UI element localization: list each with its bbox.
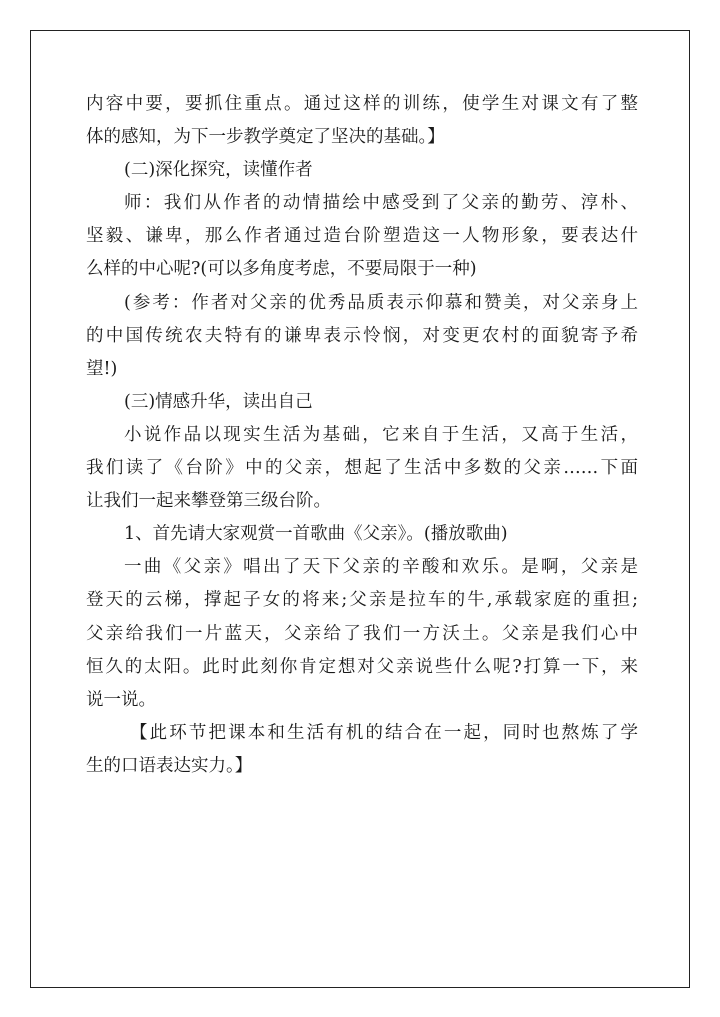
text-line: 坚毅、谦卑，那么作者通过造台阶塑造这一人物形象，要表达什: [86, 226, 638, 247]
section-heading: (三)情感升华，读出自己: [124, 391, 313, 412]
document-body: [86, 88, 638, 783]
text-line: 我们读了《台阶》中的父亲，想起了生活中多数的父亲……下面: [86, 458, 638, 479]
text-line: 的中国传统农夫特有的谦卑表示怜悯，对变更农村的面貌寄予希: [86, 325, 638, 346]
text-line: 一曲《父亲》唱出了天下父亲的辛酸和欢乐。是啊，父亲是: [124, 557, 638, 578]
text-line: 让我们一起来攀登第三级台阶。: [86, 491, 331, 512]
text-line: 登天的云梯，撑起子女的将来;父亲是拉车的牛,承载家庭的重担;: [86, 590, 638, 611]
text-line: 望!): [86, 358, 118, 379]
text-line: 体的感知，为下一步教学奠定了坚决的基础。】: [86, 127, 445, 148]
text-line: 说一说。: [86, 689, 156, 710]
text-line: 【此环节把课本和生活有机的结合在一起，同时也熬炼了学: [130, 722, 638, 743]
text-line: 生的口语表达实力。】: [86, 755, 253, 776]
text-line: 内容中要，要抓住重点。通过这样的训练，使学生对课文有了整: [86, 94, 638, 114]
text-line: 1、首先请大家观赏一首歌曲《父亲》。(播放歌曲): [124, 524, 508, 545]
section-heading: (二)深化探究，读懂作者: [124, 160, 313, 181]
text-line: (参考：作者对父亲的优秀品质表示仰慕和赞美，对父亲身上: [124, 292, 638, 313]
text-line: 小说作品以现实生活为基础，它来自于生活，又高于生活，: [124, 424, 638, 445]
text-line: 恒久的太阳。此时此刻你肯定想对父亲说些什么呢?打算一下，来: [86, 656, 638, 677]
text-line: 师：我们从作者的动情描绘中感受到了父亲的勤劳、淳朴、: [124, 193, 638, 214]
text-line: 么样的中心呢?(可以多角度考虑，不要局限于一种): [86, 259, 477, 280]
text-line: 父亲给我们一片蓝天，父亲给了我们一方沃土。父亲是我们心中: [86, 623, 638, 644]
